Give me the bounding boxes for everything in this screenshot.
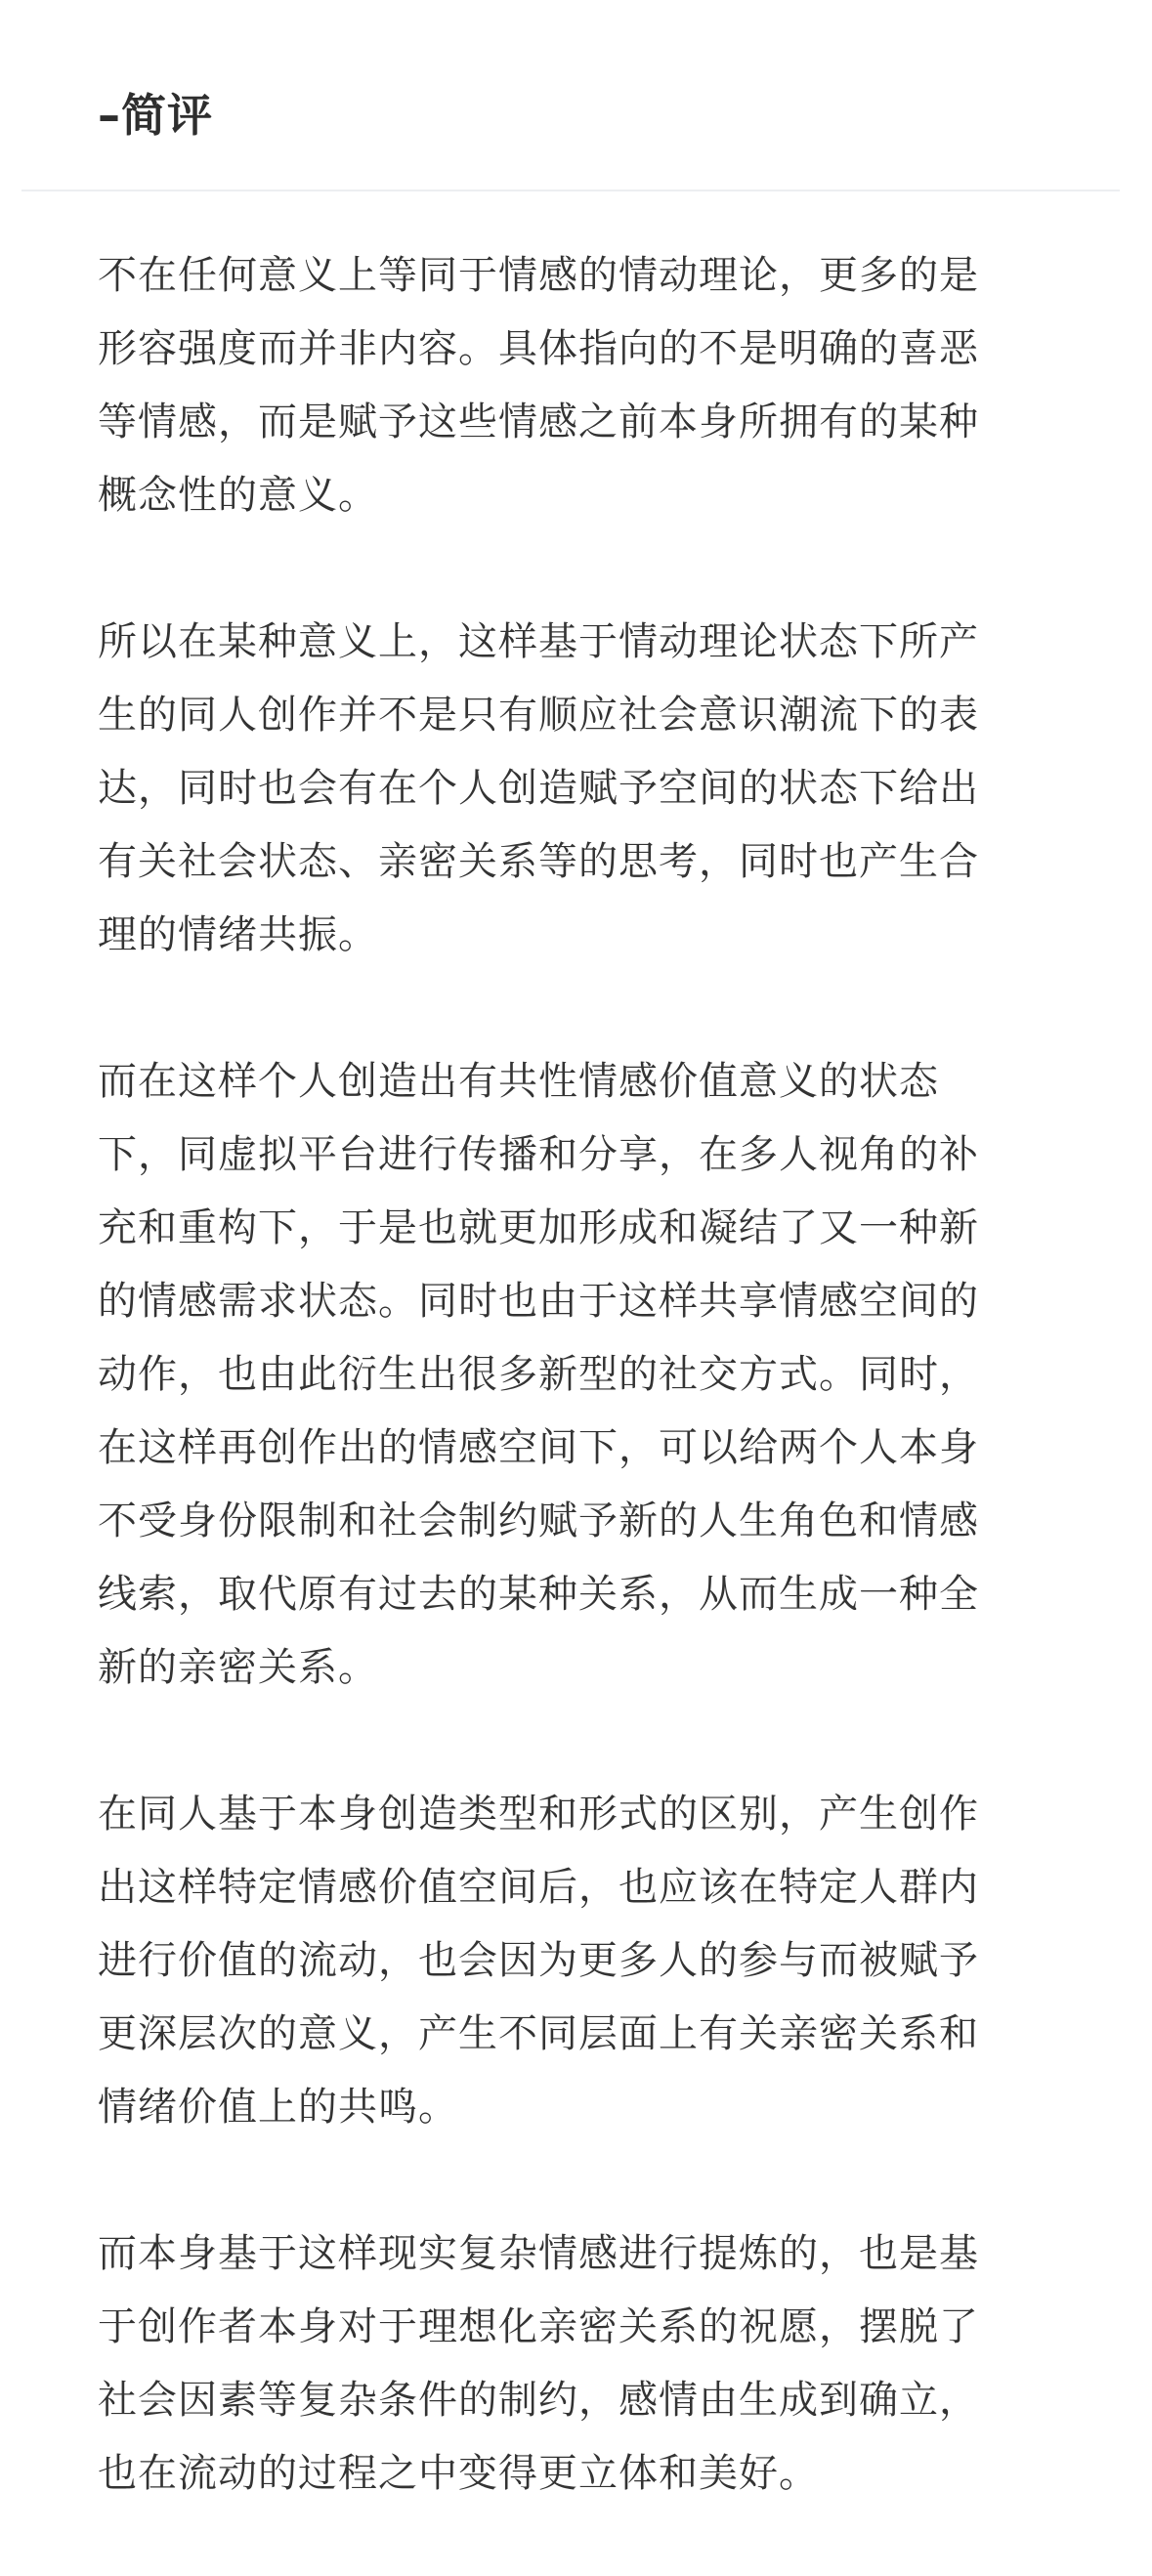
- page-title: –简评: [98, 89, 213, 142]
- article-paragraph-5: 而本身基于这样现实复杂情感进行提炼的，也是基 于创作者本身对于理想化亲密关系的祝愿，摆脱了 社会因素等复杂条件的制约，感情由生成到确立， 也在流动的过程之中变得更立体和美好。: [98, 2231, 979, 2496]
- article-body: [98, 239, 1041, 2511]
- article-paragraph-3: 而在这样个人创造出有共性情感价值意义的状态 下，同虚拟平台进行传播和分享，在多人视角的补 充和重构下，于是也就更加形成和凝结了又一种新 的情感需求状态。同时也由于这样共享情感空间的 动作，也由此衍生出很多新型的社交方式。同时， 在这样再创作出的情感空间下，可以给两个人本身 不受身份限制和社会制约赋予新的人生角色和情感 线索，取代原有过去的某种关系，从而生成一种全 新的亲密关系。: [98, 1059, 979, 1690]
- article-paragraph-2: 所以在某种意义上，这样基于情动理论状态下所产 生的同人创作并不是只有顺应社会意识潮流下的表 达，同时也会有在个人创造赋予空间的状态下给出 有关社会状态、亲密关系等的思考，同时也产生合 理的情绪共振。: [98, 619, 979, 957]
- article-paragraph-4: 在同人基于本身创造类型和形式的区别，产生创作 出这样特定情感价值空间后，也应该在特定人群内 进行价值的流动，也会因为更多人的参与而被赋予 更深层次的意义，产生不同层面上有关亲密关系和 情绪价值上的共鸣。: [98, 1792, 979, 2130]
- header-divider: [21, 190, 1120, 191]
- article-paragraph-1: 不在任何意义上等同于情感的情动理论，更多的是 形容强度而并非内容。具体指向的不是明确的喜恶 等情感，而是赋予这些情感之前本身所拥有的某种 概念性的意义。: [98, 253, 979, 518]
- page-header: [0, 0, 1152, 191]
